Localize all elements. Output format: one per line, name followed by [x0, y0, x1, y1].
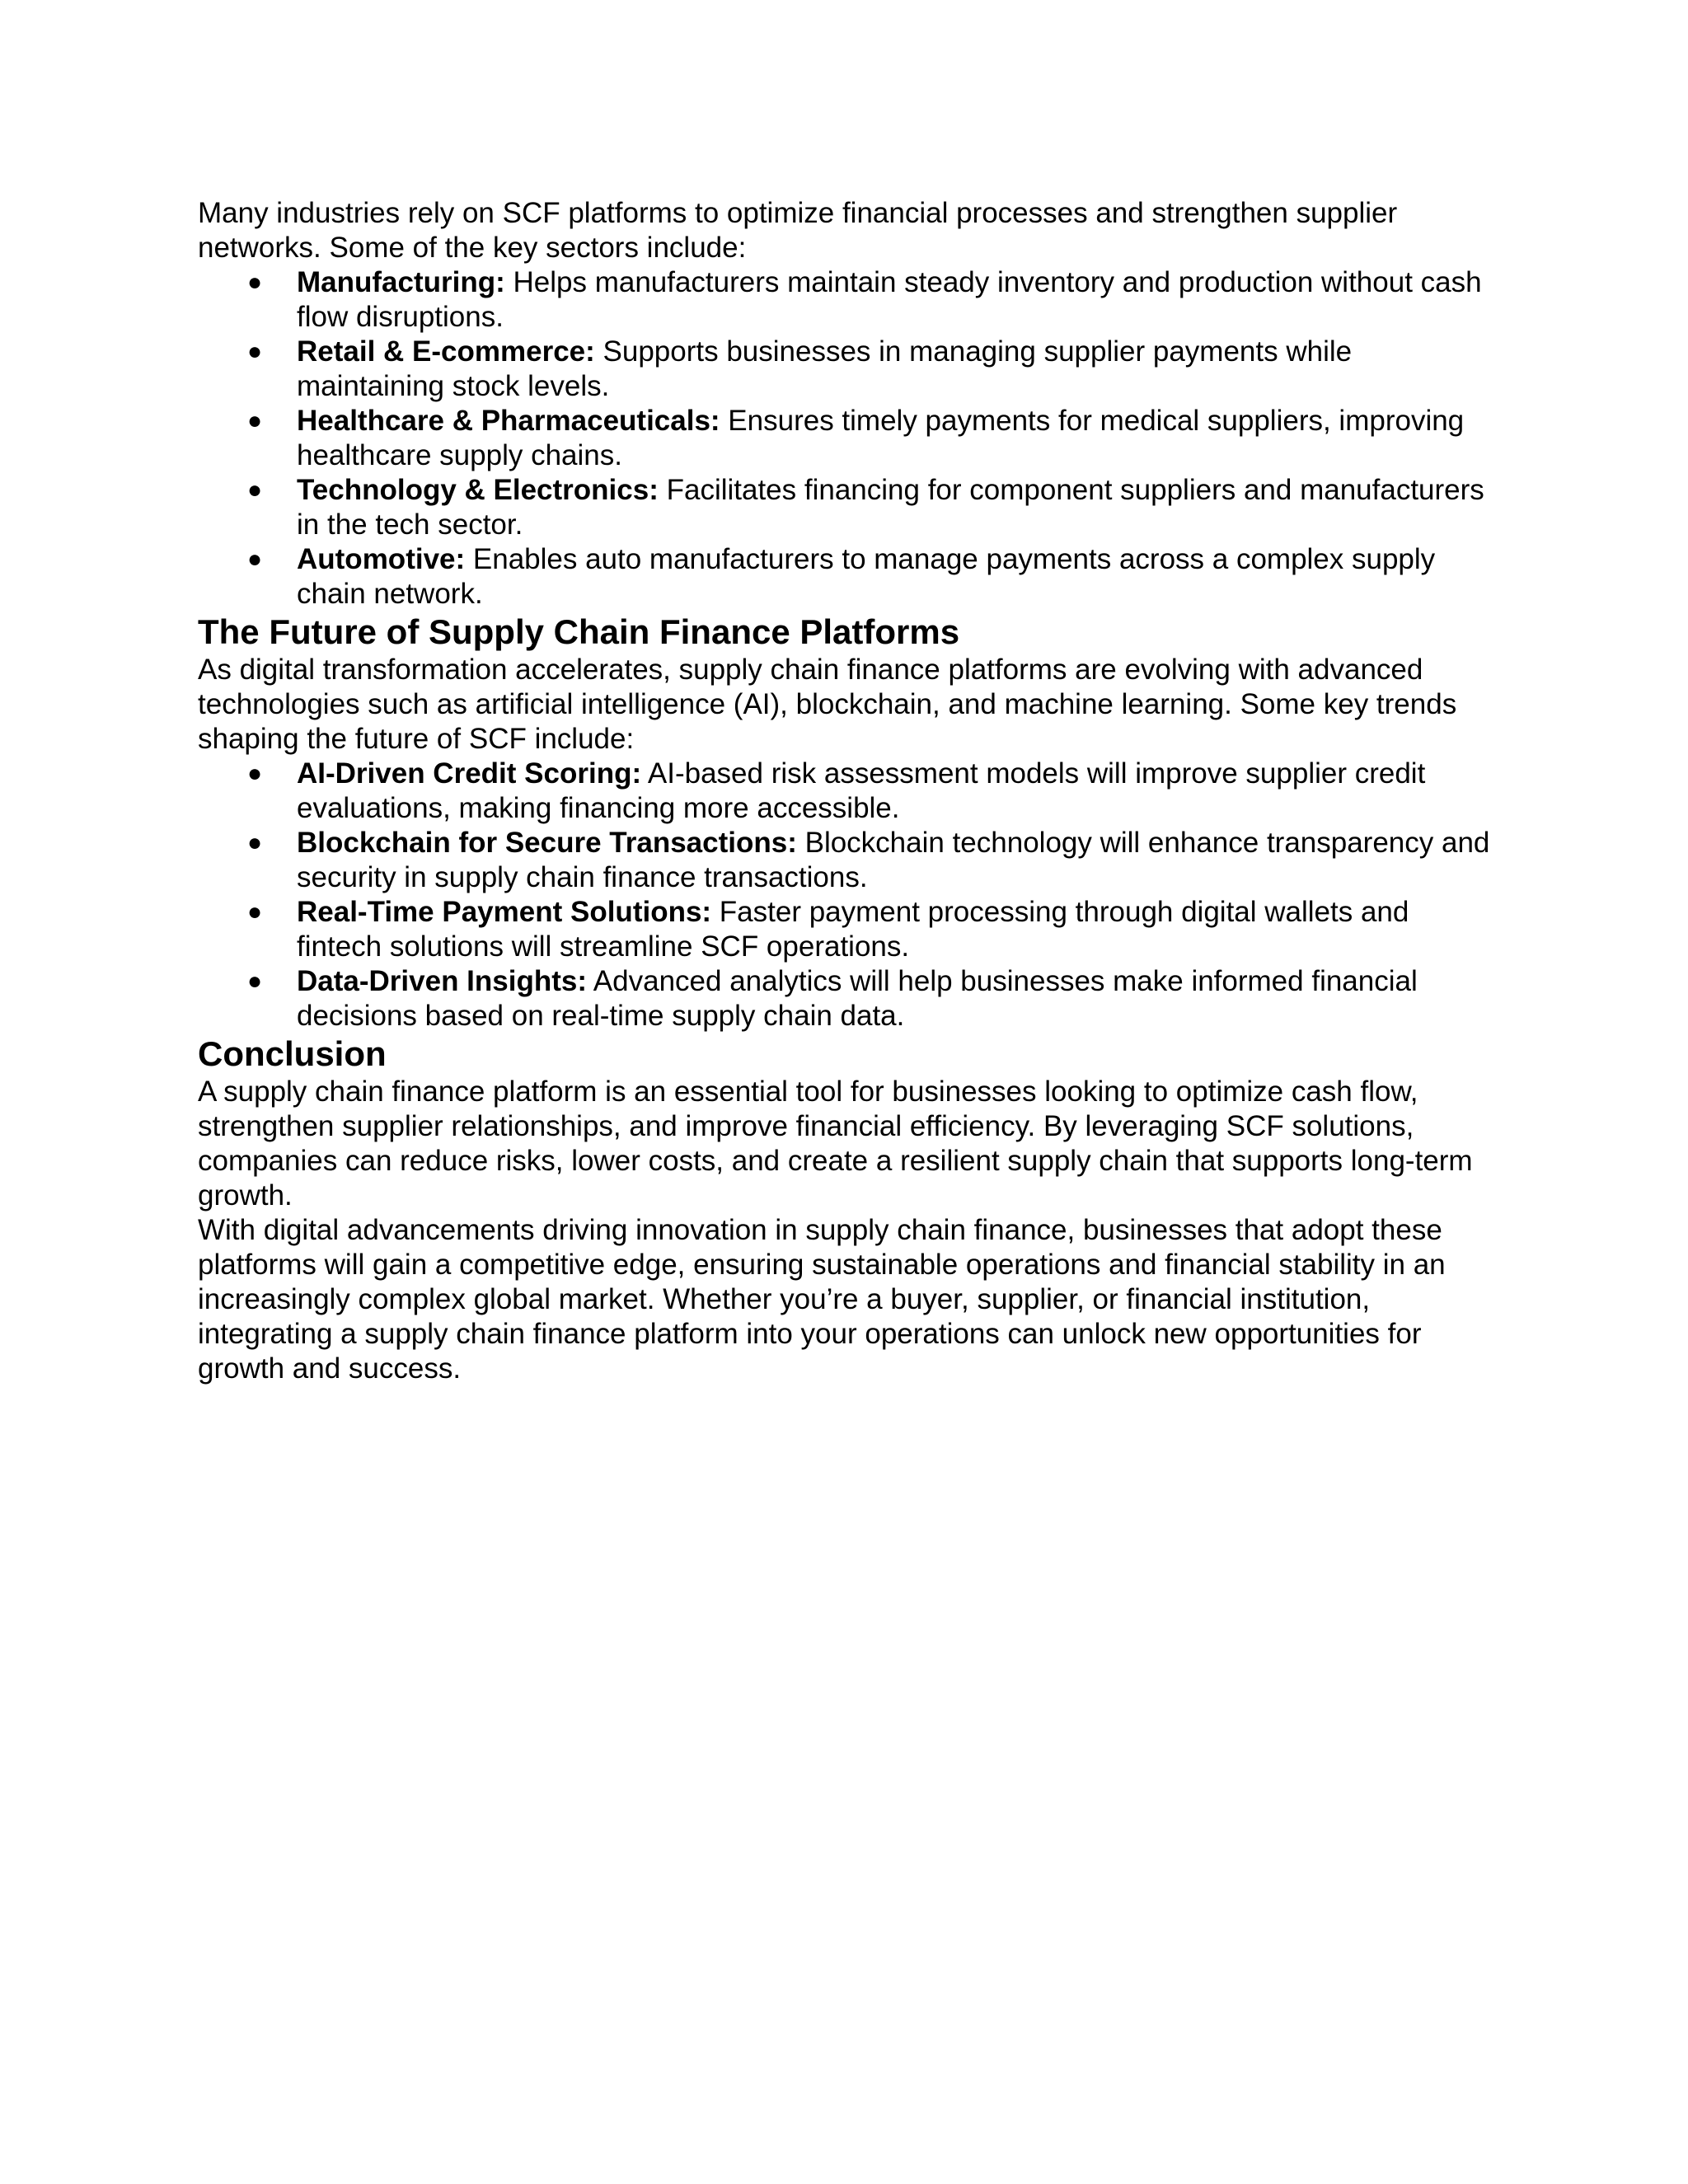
future-paragraph: As digital transformation accelerates, supply chain finance platforms are evolving with advanced technologies such as artificial intelligence (AI), blockchain, and machine learning. Some key trends shaping the future of SCF include:	[198, 654, 1457, 755]
bullet-icon: ●	[247, 407, 263, 434]
list-item-term: Data-Driven Insights:	[297, 965, 587, 997]
conclusion-heading: Conclusion	[198, 1034, 387, 1073]
bullet-icon: ●	[247, 829, 263, 856]
list-item-term: Technology & Electronics:	[297, 474, 659, 506]
list-item	[198, 895, 1500, 964]
sectors-list	[198, 265, 1500, 612]
list-item-term: Healthcare & Pharmaceuticals:	[297, 405, 720, 437]
list-item-desc: AI-based risk assessment models will improve supplier credit evaluations, making financing more accessible.	[297, 757, 1426, 824]
list-item	[198, 542, 1500, 612]
bullet-icon: ●	[247, 760, 263, 787]
list-item-term: Automotive:	[297, 543, 466, 575]
list-item-desc: Supports businesses in managing supplier payments while maintaining stock levels.	[297, 335, 1353, 402]
list-item	[198, 826, 1500, 895]
list-item-desc: Advanced analytics will help businesses make informed financial decisions based on real-time supply chain data.	[297, 965, 1418, 1032]
list-item-term: Manufacturing:	[297, 266, 505, 298]
bullet-icon: ●	[247, 338, 263, 365]
list-item-desc: Enables auto manufacturers to manage payments across a complex supply chain network.	[297, 543, 1436, 610]
conclusion-paragraph-2: With digital advancements driving innovation in supply chain finance, businesses that adopt these platforms will gain a competitive edge, ensuring sustainable operations and financial stability in an increasingly complex global market. Whether you’re a buyer, supplier, or financial institution, integrating a supply chain finance platform into your operations can unlock new opportunities for growth and success.	[198, 1214, 1446, 1385]
list-item-term: AI-Driven Credit Scoring:	[297, 757, 642, 790]
list-item-desc: Blockchain technology will enhance transparency and security in supply chain finance transactions.	[297, 827, 1490, 893]
list-item	[198, 757, 1500, 826]
bullet-icon: ●	[247, 968, 263, 995]
bullet-icon: ●	[247, 476, 263, 504]
bullet-icon: ●	[247, 269, 263, 296]
list-item	[198, 473, 1500, 542]
list-item-desc: Facilitates financing for component suppliers and manufacturers in the tech sector.	[297, 474, 1484, 541]
intro-paragraph: Many industries rely on SCF platforms to optimize financial processes and strengthen supplier networks. Some of the key sectors include:	[198, 197, 1398, 264]
list-item	[198, 335, 1500, 404]
list-item-term: Real-Time Payment Solutions:	[297, 896, 712, 928]
list-item-desc: Ensures timely payments for medical suppliers, improving healthcare supply chains.	[297, 405, 1465, 471]
conclusion-paragraph-1: A supply chain finance platform is an essential tool for businesses looking to optimize cash flow, strengthen supplier relationships, and improve financial efficiency. By leveraging SCF solutions, companies can reduce risks, lower costs, and create a resilient supply chain that supports long-term growth.	[198, 1076, 1473, 1212]
future-heading: The Future of Supply Chain Finance Platforms	[198, 612, 960, 651]
list-item-desc: Helps manufacturers maintain steady inventory and production without cash flow disruptions.	[297, 266, 1482, 333]
page-content	[198, 196, 1500, 1386]
bullet-icon: ●	[247, 546, 263, 573]
list-item	[198, 404, 1500, 473]
trends-list	[198, 757, 1500, 1033]
list-item-desc: Faster payment processing through digital wallets and fintech solutions will streamline SCF operations.	[297, 896, 1409, 963]
list-item	[198, 265, 1500, 335]
list-item-term: Blockchain for Secure Transactions:	[297, 827, 797, 859]
list-item-term: Retail & E-commerce:	[297, 335, 595, 368]
list-item	[198, 964, 1500, 1033]
bullet-icon: ●	[247, 898, 263, 926]
